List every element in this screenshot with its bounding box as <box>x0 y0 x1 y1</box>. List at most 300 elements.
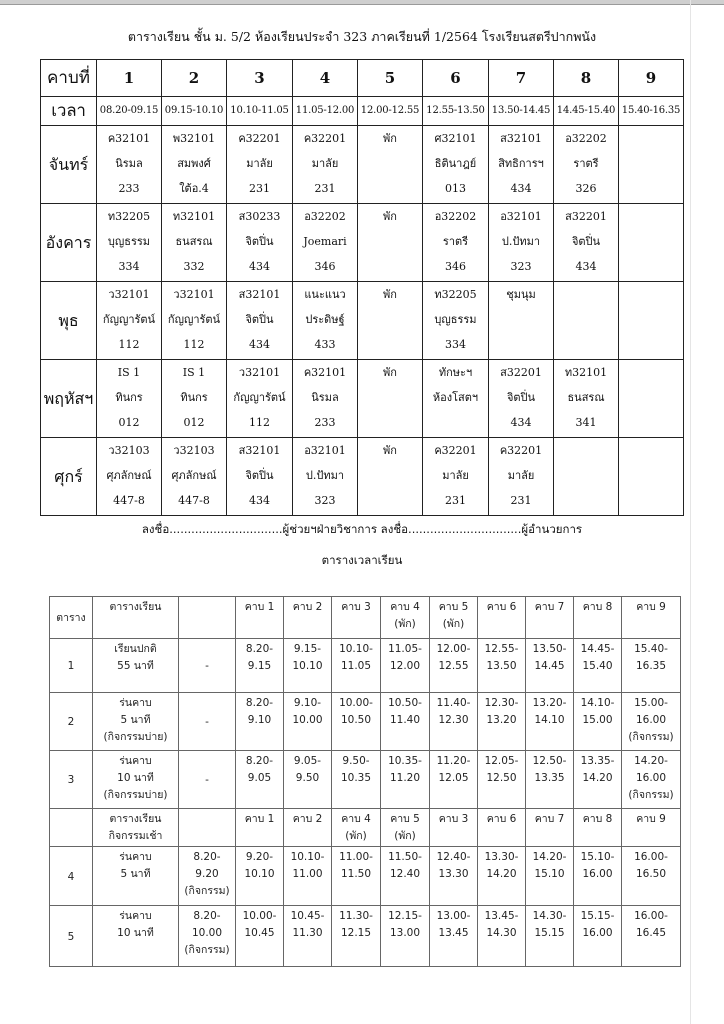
cell-text-line: 112 <box>183 338 205 351</box>
cell-text-line: (พัก) <box>394 618 416 630</box>
time-table-header-cell <box>332 597 381 639</box>
cell-text-line: 15.40 <box>582 660 613 672</box>
schedule-cell <box>293 126 358 204</box>
cell-text-line: ทินกร <box>115 391 143 404</box>
cell-text-line: 9.20 <box>195 868 219 880</box>
day-row <box>41 438 684 516</box>
cell-text-line: 12.05- <box>484 755 519 767</box>
period-header-row <box>41 60 684 97</box>
period-time-cell <box>574 693 622 751</box>
cell-text-line: 10.35- <box>388 755 422 767</box>
cell-text-line: 8.20- <box>245 755 274 767</box>
schedule-cell <box>423 360 489 438</box>
cell-text-line: 15.10- <box>580 851 615 863</box>
cell-text-line: 8.20- <box>193 851 221 863</box>
cell-text-line: 55 นาที <box>117 660 154 672</box>
cell-text-line: 14.20- <box>634 755 668 767</box>
cell-text-line: 10.35 <box>340 772 372 784</box>
cell-text-line: บุญธรรม <box>107 235 151 248</box>
period-time: 12.55-13.50 <box>423 97 489 126</box>
day-name: ศุกร์ <box>41 438 97 516</box>
cell-text-line: กัญญารัตน์ <box>233 391 286 404</box>
morning-activity-time <box>179 847 236 906</box>
day-row <box>41 282 684 360</box>
period-number: 8 <box>554 60 619 97</box>
cell-text-line: คาบ 9 <box>636 601 666 613</box>
cell-text-line: 433 <box>314 338 336 351</box>
cell-text-line: 10.10 <box>244 868 275 880</box>
cell-text-line: 9.15 <box>247 660 272 672</box>
cell-text-line: 15.00- <box>634 697 668 709</box>
cell-text-line: 8.20- <box>245 643 274 655</box>
day-row <box>41 204 684 282</box>
cell-text-line: 13.30- <box>484 851 519 863</box>
cell-text-line: คาบ 2 <box>292 813 323 825</box>
cell-text-line: 12.00- <box>436 643 471 655</box>
schedule-cell <box>423 204 489 282</box>
cell-text-line: 5 นาที <box>120 868 151 880</box>
cell-text-line: 13.50- <box>532 643 567 655</box>
period-time-cell <box>332 751 381 809</box>
cell-text-line: 10 นาที <box>117 772 154 784</box>
cell-text-line: 434 <box>249 338 270 351</box>
cell-text-line: 14.45- <box>580 643 615 655</box>
period-time-cell <box>381 906 430 967</box>
cell-text-line: 11.30- <box>339 910 373 922</box>
cell-text-line: ค32101 <box>303 366 347 379</box>
time-table-header-cell <box>622 597 681 639</box>
cell-text-line: 231 <box>445 494 466 507</box>
time-table-header-cell <box>526 597 574 639</box>
cell-text-line: 8.20- <box>193 910 221 922</box>
cell-text-line: 10 นาที <box>117 927 154 939</box>
cell-text-line: จิตปิ่น <box>245 469 274 482</box>
cell-text-line: ราตรี <box>442 235 469 248</box>
cell-text-line: 13.00- <box>436 910 471 922</box>
cell-text-line: (กิจกรรม) <box>184 944 230 956</box>
cell-text-line: 334 <box>445 338 466 351</box>
cell-text-line: 434 <box>249 494 270 507</box>
period-time: 13.50-14.45 <box>489 97 554 126</box>
cell-text-line: 012 <box>118 416 140 429</box>
cell-text-line: สมพงศ์ <box>177 157 211 170</box>
cell-text-line: ร่นคาบ <box>119 851 152 863</box>
cell-text-line: ว32103 <box>173 444 215 457</box>
period-time-cell <box>236 847 284 906</box>
schedule-cell <box>554 282 619 360</box>
time-table-header-cell <box>284 597 332 639</box>
cell-text-line: อ32101 <box>500 210 542 223</box>
cell-text-line: ร่นคาบ <box>119 755 152 767</box>
period-time-cell <box>381 639 430 693</box>
cell-text-line: ธิตินาฎย์ <box>434 157 477 170</box>
cell-text-line: ร่นคาบ <box>119 910 152 922</box>
cell-text-line: 9.10- <box>293 697 322 709</box>
cell-text-line: 11.30 <box>292 927 323 939</box>
cell-text-line: คาบ 3 <box>438 813 469 825</box>
cell-text-line: 233 <box>314 416 336 429</box>
period-time-cell <box>430 639 478 693</box>
period-time-cell <box>381 847 430 906</box>
cell-text-line: 16.00 <box>582 868 613 880</box>
schedule-cell <box>358 282 423 360</box>
period-number: 7 <box>489 60 554 97</box>
cell-text-line: 15.00 <box>582 714 613 726</box>
schedule-cell <box>227 204 293 282</box>
cell-text-line: ศ32101 <box>434 132 477 145</box>
cell-text-line: ว32101 <box>108 288 150 301</box>
period-time: 11.05-12.00 <box>293 97 358 126</box>
cell-text-line: Joemari <box>303 235 347 248</box>
page-title: ตารางเรียน ชั้น ม. 5/2 ห้องเรียนประจำ 323 ภาคเรียนที่ 1/2564 โรงเรียนสตรีปากพนัง <box>127 29 597 44</box>
time-header-label: เวลา <box>41 97 97 126</box>
cell-text-line: ร่นคาบ <box>119 697 152 709</box>
window-top-bar <box>0 0 724 5</box>
cell-text-line: 15.15- <box>580 910 615 922</box>
schedule-cell <box>162 204 227 282</box>
cell-text-line: บุญธรรม <box>434 313 477 326</box>
cell-text-line: IS 1 <box>182 366 206 379</box>
schedule-cell <box>293 438 358 516</box>
cell-text-line: 013 <box>445 182 466 195</box>
period-time: 14.45-15.40 <box>554 97 619 126</box>
cell-text-line: สิทธิการฯ <box>498 157 544 170</box>
cell-text-line: 16.00- <box>634 910 668 922</box>
time-table-header-cell <box>236 597 284 639</box>
cell-text-line: (พัก) <box>394 830 416 842</box>
day-name: จันทร์ <box>41 126 97 204</box>
period-number: 6 <box>423 60 489 97</box>
cell-text-line: 434 <box>510 182 532 195</box>
schedule-cell <box>554 360 619 438</box>
cell-text-line: พัก <box>383 444 397 457</box>
cell-text-line: 16.00- <box>634 851 668 863</box>
day-row <box>41 360 684 438</box>
cell-text-line: พัก <box>383 210 397 223</box>
cell-text-line: พัก <box>383 132 397 145</box>
cell-text-line: 13.20- <box>532 697 567 709</box>
cell-text-line: 12.30- <box>484 697 519 709</box>
period-time-cell <box>574 751 622 809</box>
schedule-cell <box>489 204 554 282</box>
period-time-cell <box>526 693 574 751</box>
cell-text-line: 334 <box>118 260 140 273</box>
cell-text-line: 16.45 <box>635 927 667 939</box>
day-name: พฤหัสฯ <box>41 360 97 438</box>
cell-text-line: ทินกร <box>180 391 208 404</box>
cell-text-line: นิรมล <box>115 157 143 170</box>
cell-text-line: 12.40- <box>436 851 471 863</box>
schedule-cell <box>489 282 554 360</box>
schedule-type <box>93 751 179 809</box>
cell-text-line: 323 <box>510 260 532 273</box>
period-time: 09.15-10.10 <box>162 97 227 126</box>
cell-text-line: 112 <box>249 416 270 429</box>
cell-text-line: 9.50 <box>295 772 320 784</box>
schedule-number: 4 <box>50 847 93 906</box>
cell-text-line: 12.00 <box>389 660 421 672</box>
cell-text-line: มาลัย <box>442 469 469 482</box>
schedule-cell <box>227 438 293 516</box>
schedule-cell <box>619 126 684 204</box>
period-time-cell <box>332 906 381 967</box>
cell-text-line: 10.45 <box>244 927 275 939</box>
cell-text-line: ศุภลักษณ์ <box>106 469 152 482</box>
cell-text-line: 9.20- <box>245 851 274 863</box>
cell-text-line: คาบ 6 <box>486 813 517 825</box>
cell-text-line: 14.20 <box>582 772 613 784</box>
schedule-cell <box>489 126 554 204</box>
day-name: อังคาร <box>41 204 97 282</box>
morning-activity-time <box>179 906 236 967</box>
time-table-header-cell <box>93 809 179 847</box>
cell-text-line: 447-8 <box>113 494 145 507</box>
cell-text-line: - <box>205 716 209 728</box>
time-table-title: ตารางเวลาเรียน <box>321 553 403 567</box>
cell-text-line: ส32201 <box>565 210 607 223</box>
cell-text-line: ส30233 <box>238 210 281 223</box>
cell-text-line: มาลัย <box>311 157 339 170</box>
period-time-cell <box>622 751 681 809</box>
cell-text-line: 11.05- <box>388 643 422 655</box>
cell-text-line: 15.15 <box>534 927 565 939</box>
cell-text-line: 231 <box>249 182 270 195</box>
period-number: 2 <box>162 60 227 97</box>
period-time-cell <box>381 693 430 751</box>
class-schedule-table <box>40 59 684 516</box>
period-time-cell <box>526 847 574 906</box>
cell-text-line: ท32101 <box>564 366 608 379</box>
cell-text-line: 16.50 <box>635 868 667 880</box>
period-time-cell <box>574 847 622 906</box>
period-number: 4 <box>293 60 358 97</box>
schedule-cell <box>619 438 684 516</box>
cell-text-line: คาบ 9 <box>636 813 666 825</box>
cell-text-line: 5 นาที <box>120 714 151 726</box>
schedule-type <box>93 639 179 693</box>
cell-text-line: (พัก) <box>442 618 465 630</box>
period-time-cell <box>478 693 526 751</box>
cell-text-line: 8.20- <box>245 697 274 709</box>
period-time-cell <box>526 906 574 967</box>
cell-text-line: อ32202 <box>565 132 607 145</box>
period-time-cell <box>574 639 622 693</box>
period-time-cell <box>622 639 681 693</box>
cell-text-line: มาลัย <box>507 469 535 482</box>
cell-text-line: 434 <box>510 416 532 429</box>
period-time-cell <box>478 639 526 693</box>
time-table-header-row <box>50 597 681 639</box>
day-row <box>41 126 684 204</box>
time-table-header-cell <box>430 809 478 847</box>
cell-text-line: ธนสรณ <box>175 235 213 248</box>
cell-text-line: IS 1 <box>117 366 141 379</box>
schedule-cell <box>162 282 227 360</box>
cell-text-line: 15.40- <box>634 643 668 655</box>
time-table-header-cell <box>50 597 93 639</box>
cell-text-line: 13.35- <box>580 755 615 767</box>
cell-text-line: 15.10 <box>534 868 565 880</box>
cell-text-line: 13.45 <box>438 927 469 939</box>
cell-text-line: 11.20 <box>389 772 421 784</box>
period-time-cell <box>574 906 622 967</box>
cell-text-line: คาบ 1 <box>244 601 275 613</box>
time-table-header-row <box>50 809 681 847</box>
cell-text-line: 11.05 <box>340 660 372 672</box>
cell-text-line: จิตปิ่น <box>571 235 601 248</box>
cell-text-line: นิรมล <box>311 391 339 404</box>
cell-text-line: พัก <box>383 366 397 379</box>
cell-text-line: 10.50- <box>388 697 422 709</box>
period-time-cell <box>622 693 681 751</box>
period-time-cell <box>284 693 332 751</box>
schedule-cell <box>358 204 423 282</box>
cell-text-line: กัญญารัตน์ <box>167 313 221 326</box>
time-row <box>41 97 684 126</box>
cell-text-line: อ32202 <box>434 210 477 223</box>
cell-text-line: 14.30- <box>532 910 567 922</box>
cell-text-line: 13.20 <box>486 714 517 726</box>
cell-text-line: 326 <box>575 182 597 195</box>
schedule-cell <box>554 438 619 516</box>
cell-text-line: คาบ 8 <box>582 813 613 825</box>
period-time-cell <box>478 906 526 967</box>
cell-text-line: ใต้อ.4 <box>179 182 209 195</box>
cell-text-line: 16.35 <box>635 660 667 672</box>
cell-text-line: 434 <box>249 260 270 273</box>
period-time-cell <box>284 847 332 906</box>
period-time-cell <box>430 693 478 751</box>
period-time-cell <box>478 751 526 809</box>
cell-text-line: พัก <box>383 288 397 301</box>
cell-text-line: 447-8 <box>178 494 210 507</box>
schedule-cell <box>619 360 684 438</box>
period-time: 08.20-09.15 <box>97 97 162 126</box>
period-time: 10.10-11.05 <box>227 97 293 126</box>
period-number: 3 <box>227 60 293 97</box>
cell-text-line: ส32201 <box>500 366 542 379</box>
time-table-row <box>50 751 681 809</box>
cell-text-line: (กิจกรรม) <box>628 789 674 801</box>
period-time-cell <box>284 906 332 967</box>
time-table-row <box>50 639 681 693</box>
cell-text-line: กิจกรรมเช้า <box>108 830 163 842</box>
time-table-header-cell <box>430 597 478 639</box>
time-table-header-cell <box>478 809 526 847</box>
time-table-header-cell <box>622 809 681 847</box>
cell-text-line: ว32101 <box>173 288 215 301</box>
cell-text-line: คาบ 7 <box>534 601 565 613</box>
cell-text-line: 12.15- <box>388 910 422 922</box>
schedule-cell <box>97 126 162 204</box>
schedule-cell <box>227 360 293 438</box>
cell-text-line: จิตปิ่น <box>506 391 536 404</box>
cell-text-line: อ32101 <box>304 444 346 457</box>
schedule-type <box>93 693 179 751</box>
cell-text-line: (กิจกรรม) <box>184 885 230 897</box>
morning-activity-time <box>179 751 236 809</box>
cell-text-line: ท32205 <box>434 288 477 301</box>
morning-activity-time <box>179 639 236 693</box>
schedule-number: 3 <box>50 751 93 809</box>
period-time-cell <box>478 847 526 906</box>
schedule-cell <box>423 126 489 204</box>
cell-text-line: 9.50- <box>342 755 370 767</box>
time-table-header-cell <box>179 809 236 847</box>
period-time-cell <box>284 639 332 693</box>
cell-text-line: คาบ 3 <box>341 601 371 613</box>
cell-text-line: ประดิษฐ์ <box>305 313 345 326</box>
cell-text-line: คาบ 2 <box>292 601 323 613</box>
period-number: 5 <box>358 60 423 97</box>
period-time-cell <box>430 751 478 809</box>
time-table-header-cell <box>284 809 332 847</box>
period-time-table <box>49 596 681 967</box>
period-time-cell <box>236 751 284 809</box>
schedule-cell <box>162 438 227 516</box>
period-time-cell <box>236 639 284 693</box>
cell-text-line: ค32201 <box>434 444 477 457</box>
cell-text-line: มาลัย <box>246 157 273 170</box>
cell-text-line: คาบ 6 <box>486 601 517 613</box>
cell-text-line: ส32101 <box>238 444 281 457</box>
cell-text-line: 14.10 <box>534 714 565 726</box>
cell-text-line: ศุภลักษณ์ <box>171 469 217 482</box>
cell-text-line: ชุมนุม <box>506 288 536 301</box>
cell-text-line: 11.20- <box>436 755 471 767</box>
page-edge <box>690 0 691 1024</box>
cell-text-line: (พัก) <box>345 830 367 842</box>
time-table-row <box>50 693 681 751</box>
period-time-cell <box>236 906 284 967</box>
period-time: 15.40-16.35 <box>619 97 684 126</box>
cell-text-line: 10.00- <box>339 697 373 709</box>
cell-text-line: 11.40 <box>389 714 421 726</box>
schedule-cell <box>97 204 162 282</box>
schedule-cell <box>293 360 358 438</box>
time-table-header-cell <box>381 597 430 639</box>
schedule-cell <box>293 282 358 360</box>
schedule-cell <box>489 360 554 438</box>
cell-text-line: 10.00 <box>292 714 323 726</box>
cell-text-line: 12.55- <box>484 643 519 655</box>
cell-text-line: 10.10 <box>292 660 323 672</box>
cell-text-line: 12.40 <box>389 868 421 880</box>
cell-text-line: ว32103 <box>108 444 150 457</box>
day-name: พุธ <box>41 282 97 360</box>
cell-text-line: 12.55 <box>438 660 469 672</box>
cell-text-line: - <box>205 774 209 786</box>
time-table-header-cell <box>526 809 574 847</box>
signature-line: ลงชื่อ...............................ผู้ช่วยฯฝ่ายวิชาการ ลงชื่อ...............................ผู้อำนวยการ <box>141 522 583 536</box>
cell-text-line: ว32101 <box>238 366 281 379</box>
cell-text-line: 9.10 <box>247 714 272 726</box>
cell-text-line: ป.ปัทมา <box>305 469 345 482</box>
period-time-cell <box>526 639 574 693</box>
period-time-cell <box>332 639 381 693</box>
cell-text-line: 112 <box>118 338 140 351</box>
cell-text-line: 323 <box>314 494 336 507</box>
cell-text-line: 14.10- <box>580 697 615 709</box>
cell-text-line: คาบ 8 <box>582 601 613 613</box>
schedule-type <box>93 906 179 967</box>
schedule-cell <box>554 126 619 204</box>
schedule-cell <box>97 360 162 438</box>
cell-text-line: 9.05 <box>247 772 272 784</box>
time-table-header-cell <box>574 597 622 639</box>
time-table-header-cell <box>93 597 179 639</box>
schedule-cell <box>97 438 162 516</box>
